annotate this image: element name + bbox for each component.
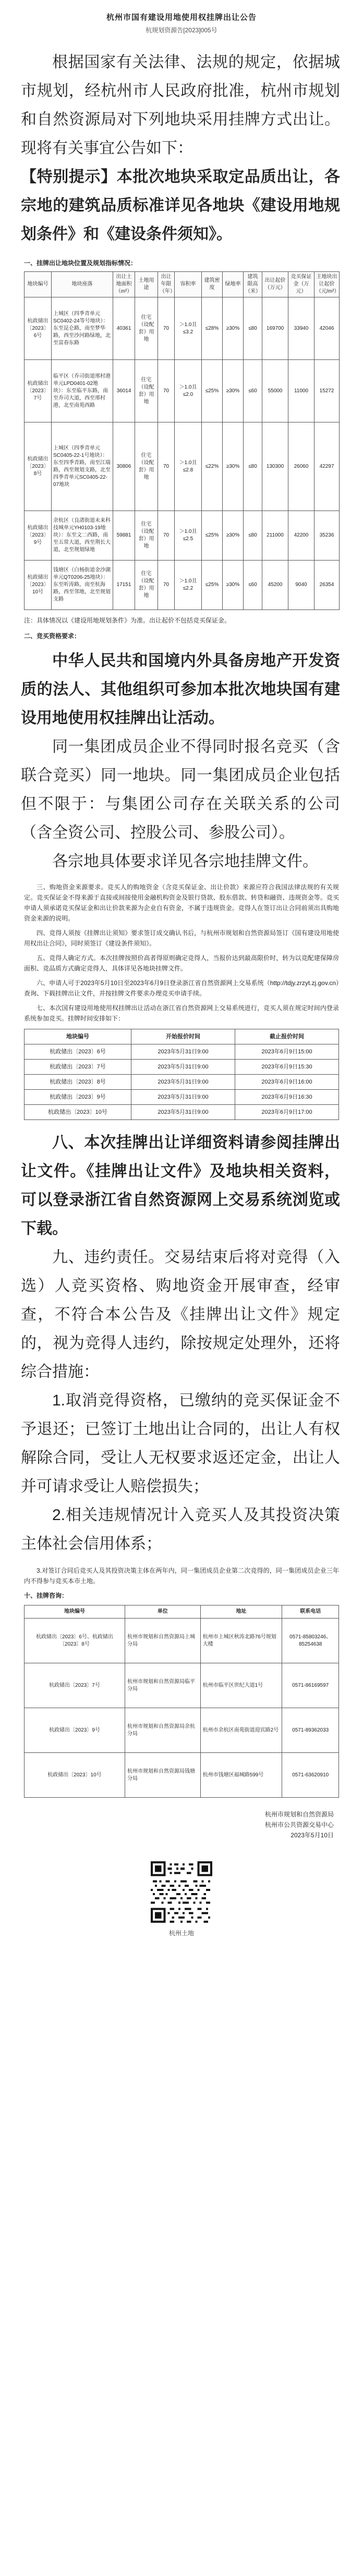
table-cell: 36014 bbox=[113, 360, 135, 422]
table-header-cell: 建筑限高（米） bbox=[244, 272, 262, 297]
schedule-table bbox=[24, 1029, 339, 1120]
section-3-paragraph: 三、购地资金来源要求。竞买人的购地资金（含竞买保证金、出让价款）来源应符合我国法律法规的有关规定。竞买保证金不得来源于直接或间接使用金融机构资金及银行贷款、股东借款、转贷和融资、违规资金等。竞买申请人须承诺竞买保证金和出让价款来源为企业自有资金，不属于违规资金。竞得人在签订出让合同前须出具购地资金来源的说明。 bbox=[24, 883, 339, 922]
table-cell: ≤25% bbox=[202, 360, 223, 422]
table-cell: 杭政储出〔2023〕9号 bbox=[25, 511, 52, 561]
table-header-cell: 地址 bbox=[200, 1606, 282, 1619]
table-row bbox=[25, 1060, 339, 1075]
table-cell: 42046 bbox=[314, 297, 340, 360]
table-cell: 70 bbox=[158, 511, 175, 561]
qualification-paragraph: 中华人民共和国境内外具备房地产开发资质的法人、其他组织可参加本批次地块国有建设用地使用权挂牌出让活动。 bbox=[21, 652, 340, 727]
table-cell: 130300 bbox=[262, 422, 288, 511]
table-header-cell: 开始报价时间 bbox=[131, 1029, 235, 1044]
section-1-title: 一、挂牌出让地块位置及规划指标情况： bbox=[24, 259, 137, 267]
qr-section bbox=[0, 1861, 363, 1937]
signature-org-1: 杭州市规划和自然资源局 bbox=[264, 1811, 334, 1818]
table-header-cell: 地块座落 bbox=[52, 272, 113, 297]
table-cell: 2023年6月9日16:30 bbox=[235, 1090, 339, 1105]
section-5-paragraph: 五、竞得人确定方式。本次挂牌按照价高者得原则确定竞得人，当报价达到最高限价时，转为以竞配建保障房面积、竞品质方式确定竞得人，具体详见各地块挂牌文件。 bbox=[24, 954, 339, 972]
section-10-title: 十、挂牌咨询： bbox=[24, 1592, 68, 1599]
table-row bbox=[25, 1105, 339, 1120]
document-number: 杭规划资源告[2023]005号 bbox=[146, 27, 217, 34]
table-cell: ≤80 bbox=[244, 422, 262, 511]
table-notes: 注：具体情况以《建设用地规划条件》为准。出让起价不包括竞买保证金。 bbox=[24, 617, 231, 624]
table-cell: 0571-85803246、85254638 bbox=[282, 1619, 339, 1663]
table-cell: 0571-63620910 bbox=[282, 1753, 339, 1798]
table-cell: 2023年6月9日15:00 bbox=[235, 1044, 339, 1060]
table-cell: ≥30% bbox=[223, 511, 244, 561]
table-cell: 杭政储出〔2023〕8号 bbox=[25, 1075, 131, 1090]
signature-date: 2023年5月10日 bbox=[291, 1832, 334, 1839]
table-cell: 上城区（四季青单元SC0405-22-1号地块）：东至四季青路，南至江瑞路，西至规划支路，北至四季青单元SC0405-22-07地块 bbox=[52, 422, 113, 511]
header bbox=[0, 0, 363, 34]
table-cell: 26060 bbox=[288, 422, 314, 511]
signature-block bbox=[0, 1809, 363, 1840]
table-cell: 杭政储出〔2023〕9号 bbox=[25, 1708, 125, 1753]
table-header-cell: 主地块出让起价（元/m²） bbox=[314, 272, 340, 297]
table-row bbox=[25, 511, 340, 561]
table-header-cell: 绿地率 bbox=[223, 272, 244, 297]
table-cell: 杭政储出〔2023〕7号 bbox=[25, 360, 52, 422]
table-cell: 11000 bbox=[288, 360, 314, 422]
table-cell: ≤28% bbox=[202, 297, 223, 360]
table-cell: 杭政储出〔2023〕6号 bbox=[25, 297, 52, 360]
table-cell: 0571-89362033 bbox=[282, 1708, 339, 1753]
section-8-paragraph: 八、本次挂牌出让详细资料请参阅挂牌出让文件。《挂牌出让文件》及地块相关资料，可以登录浙江省自然资源网上交易系统浏览或下载。 bbox=[21, 1134, 340, 1237]
table-cell: 杭州市规划和自然资源局余杭分局 bbox=[125, 1708, 200, 1753]
table-cell: 55000 bbox=[262, 360, 288, 422]
penalty-item-3: 3.对签订合同后竞买人及其投资决策主体在两年内，同一集团成员企业第二次竞得的，同一集团成员企业三年内不得参与竞买本市土地。 bbox=[24, 1567, 339, 1585]
table-cell: 211000 bbox=[262, 511, 288, 561]
table-header-cell: 联系电话 bbox=[282, 1606, 339, 1619]
table-cell: 70 bbox=[158, 297, 175, 360]
qr-code-graphic bbox=[151, 1861, 212, 1923]
table-cell: 住宅（设配套）用地 bbox=[135, 561, 158, 610]
penalty-item-1: 1.取消竞得资格，已缴纳的竞买保证金不予退还；已签订土地出让合同的，出让人有权解除合同，受让人无权要求返还定金，出让人并可请求受让人赔偿损失； bbox=[21, 1392, 340, 1495]
table-cell: ＞1.0且≤2.8 bbox=[175, 422, 202, 511]
plot-table-header bbox=[25, 272, 340, 297]
group-paragraph: 同一集团成员企业不得同时报名竞买（含联合竞买）同一地块。同一集团成员企业包括但不限于：与集团公司存在关联关系的公司（含全资公司、控股公司、参股公司）。 bbox=[21, 738, 340, 841]
table-cell: ≥30% bbox=[223, 297, 244, 360]
table-cell: 2023年6月9日15:30 bbox=[235, 1060, 339, 1075]
page-title: 杭州市国有建设用地使用权挂牌出让公告 bbox=[106, 13, 257, 22]
detail-paragraph: 各宗地具体要求详见各宗地挂牌文件。 bbox=[52, 853, 318, 870]
table-cell: 住宅（设配套）用地 bbox=[135, 360, 158, 422]
table-cell: 住宅（设配套）用地 bbox=[135, 422, 158, 511]
table-cell: 杭政储出〔2023〕10号 bbox=[25, 1753, 125, 1798]
signature-org-2: 杭州市公共资源交易中心 bbox=[264, 1821, 334, 1828]
table-cell: 杭政储出〔2023〕6号、杭政储出〔2023〕8号 bbox=[25, 1619, 125, 1663]
contact-table-header bbox=[25, 1606, 339, 1619]
table-header-cell: 出让年限（年） bbox=[158, 272, 175, 297]
table-row bbox=[25, 1753, 339, 1798]
table-header-cell: 容积率 bbox=[175, 272, 202, 297]
table-cell: 杭政储出〔2023〕8号 bbox=[25, 422, 52, 511]
table-cell: 45200 bbox=[262, 561, 288, 610]
section-9-paragraph: 九、违约责任。交易结束后将对竞得（入选）人竞买资格、购地资金开展审查，经审查，不符合本公告及《挂牌出让文件》规定的，视为竞得人违约，除按规定处理外，还将综合措施： bbox=[21, 1249, 340, 1380]
table-row bbox=[25, 1090, 339, 1105]
table-row bbox=[25, 1075, 339, 1090]
table-cell: 2023年5月31日9:00 bbox=[131, 1075, 235, 1090]
table-cell: 杭州市规划和自然资源局钱塘分局 bbox=[125, 1753, 200, 1798]
table-row bbox=[25, 561, 340, 610]
qr-code-icon[interactable] bbox=[151, 1861, 212, 1923]
table-cell: 2023年5月31日9:00 bbox=[131, 1105, 235, 1120]
table-header-cell: 地块编号 bbox=[25, 272, 52, 297]
table-cell: 42200 bbox=[288, 511, 314, 561]
table-cell: ≤22% bbox=[202, 422, 223, 511]
table-cell: 临平区（乔司街道邢村港单元LPD0401-02地块）：东至临平东路，南至乔司大道，西至邢村港，北至南苑西路 bbox=[52, 360, 113, 422]
table-cell: 杭政储出〔2023〕10号 bbox=[25, 561, 52, 610]
table-cell: 17151 bbox=[113, 561, 135, 610]
table-cell: ＞1.0且≤2.2 bbox=[175, 561, 202, 610]
table-cell: 169700 bbox=[262, 297, 288, 360]
table-cell: 70 bbox=[158, 360, 175, 422]
intro-paragraph: 根据国家有关法律、法规的规定，依据城市规划，经杭州市人民政府批准，杭州市规划和自然资源局对下列地块采用挂牌方式出让。现将有关事宜公告如下： bbox=[21, 54, 340, 157]
table-row bbox=[25, 422, 340, 511]
table-header-cell: 竞买保证金（万元） bbox=[288, 272, 314, 297]
table-row bbox=[25, 360, 340, 422]
table-cell: 70 bbox=[158, 561, 175, 610]
table-cell: ≥30% bbox=[223, 422, 244, 511]
table-cell: 杭政储出〔2023〕6号 bbox=[25, 1044, 131, 1060]
section-6-paragraph: 六、申请人可于2023年5月10日至2023年6月9日登录浙江省自然资源网上交易系统（http://tdjy.zrzyt.zj.gov.cn）查询、下载挂牌出让文件，并按挂牌文件要求办理竞买申请手续。 bbox=[24, 979, 339, 997]
table-header-cell: 土地用途 bbox=[135, 272, 158, 297]
table-cell: 杭州市钱塘区福城路599号 bbox=[200, 1753, 282, 1798]
section-4-paragraph: 四、竞得人须按《挂牌出让须知》要求签订成交确认书后，与杭州市规划和自然资源局签订《国有建设用地使用权出让合同》，同时须签订《建设条件须知》。 bbox=[24, 929, 339, 947]
table-cell: ＞1.0且≤3.2 bbox=[175, 297, 202, 360]
table-cell: 住宅（设配套）用地 bbox=[135, 297, 158, 360]
table-cell: 杭州市临平区世纪大道1号 bbox=[200, 1663, 282, 1708]
schedule-table-header bbox=[25, 1029, 339, 1044]
plot-table bbox=[24, 271, 340, 610]
table-header-cell: 地块编号 bbox=[25, 1029, 131, 1044]
table-cell: 70 bbox=[158, 422, 175, 511]
table-cell: ＞1.0且≤2.5 bbox=[175, 511, 202, 561]
table-cell: 2023年6月9日16:00 bbox=[235, 1075, 339, 1090]
table-cell: 2023年5月31日9:00 bbox=[131, 1060, 235, 1075]
table-cell: 杭州市规划和自然资源局上城分局 bbox=[125, 1619, 200, 1663]
table-cell: 2023年5月31日9:00 bbox=[131, 1044, 235, 1060]
penalty-item-2: 2.相关违规情况计入竞买人及其投资决策主体社会信用体系； bbox=[21, 1507, 340, 1552]
table-cell: 33940 bbox=[288, 297, 314, 360]
table-cell: 住宅（设配套）用地 bbox=[135, 511, 158, 561]
table-cell: 钱塘区（白杨街道金沙湖单元QT0206-25地块）：东至听涛路，南至杭海路，西至邻地，北至规划支路 bbox=[52, 561, 113, 610]
table-cell: 2023年6月9日17:00 bbox=[235, 1105, 339, 1120]
contact-table bbox=[24, 1605, 339, 1798]
table-cell: 15272 bbox=[314, 360, 340, 422]
table-header-cell: 截止报价时间 bbox=[235, 1029, 339, 1044]
table-header-cell: 地块编号 bbox=[25, 1606, 125, 1619]
section-2-title: 二、竞买资格要求： bbox=[24, 632, 81, 640]
table-cell: ≥30% bbox=[223, 561, 244, 610]
table-cell: 59881 bbox=[113, 511, 135, 561]
section-7-paragraph: 七、本次国有建设用地使用权挂牌出让活动在浙江省自然资源网上交易系统进行，竞买人须在规定时间内登录系统参加竞买。挂牌时间安排如下： bbox=[24, 1004, 339, 1022]
qr-caption: 杭州土地 bbox=[168, 1930, 194, 1937]
table-row bbox=[25, 1663, 339, 1708]
table-header-cell: 单位 bbox=[125, 1606, 200, 1619]
table-cell: ≤80 bbox=[244, 297, 262, 360]
table-header-cell: 出让土地面积（m²） bbox=[113, 272, 135, 297]
table-cell: 0571-86169597 bbox=[282, 1663, 339, 1708]
table-cell: 30806 bbox=[113, 422, 135, 511]
table-cell: ≥30% bbox=[223, 360, 244, 422]
table-row bbox=[25, 1044, 339, 1060]
table-cell: ＞1.0且≤2.0 bbox=[175, 360, 202, 422]
table-cell: 42297 bbox=[314, 422, 340, 511]
table-cell: 杭州市余杭区南苑街道迎宾路2号 bbox=[200, 1708, 282, 1753]
table-cell: ≤25% bbox=[202, 561, 223, 610]
table-cell: 杭政储出〔2023〕7号 bbox=[25, 1663, 125, 1708]
table-cell: 26354 bbox=[314, 561, 340, 610]
table-header-cell: 出让起价（万元） bbox=[262, 272, 288, 297]
table-cell: 杭政储出〔2023〕7号 bbox=[25, 1060, 131, 1075]
table-row bbox=[25, 1619, 339, 1663]
table-cell: ≤60 bbox=[244, 561, 262, 610]
table-cell: 余杭区（良渚街道未来科技城单元YH0103-19地块）：东至文二西路，南至五常大道，西至荆长大道，北至规划绿地 bbox=[52, 511, 113, 561]
table-cell: 9040 bbox=[288, 561, 314, 610]
table-cell: 35236 bbox=[314, 511, 340, 561]
table-cell: 杭政储出〔2023〕9号 bbox=[25, 1090, 131, 1105]
table-cell: 2023年5月31日9:00 bbox=[131, 1090, 235, 1105]
table-cell: 杭州市规划和自然资源局临平分局 bbox=[125, 1663, 200, 1708]
table-cell: 杭政储出〔2023〕10号 bbox=[25, 1105, 131, 1120]
table-row bbox=[25, 1708, 339, 1753]
table-row bbox=[25, 297, 340, 360]
table-cell: ≤60 bbox=[244, 360, 262, 422]
table-cell: 40361 bbox=[113, 297, 135, 360]
table-cell: 上城区（四季青单元SC0402-24等号地块）：东至昆仑路，南至梦华路，西至沙河路绿地，北至富春东路 bbox=[52, 297, 113, 360]
table-cell: ≤25% bbox=[202, 511, 223, 561]
table-cell: 杭州市上城区秋涛北路76号规划大楼 bbox=[200, 1619, 282, 1663]
table-cell: ≤80 bbox=[244, 511, 262, 561]
special-tip: 【特别提示】本批次地块采取定品质出让，各宗地的建筑品质标准详见各地块《建设用地规划条件》和《建设条件须知》。 bbox=[21, 168, 340, 243]
table-header-cell: 建筑密度 bbox=[202, 272, 223, 297]
